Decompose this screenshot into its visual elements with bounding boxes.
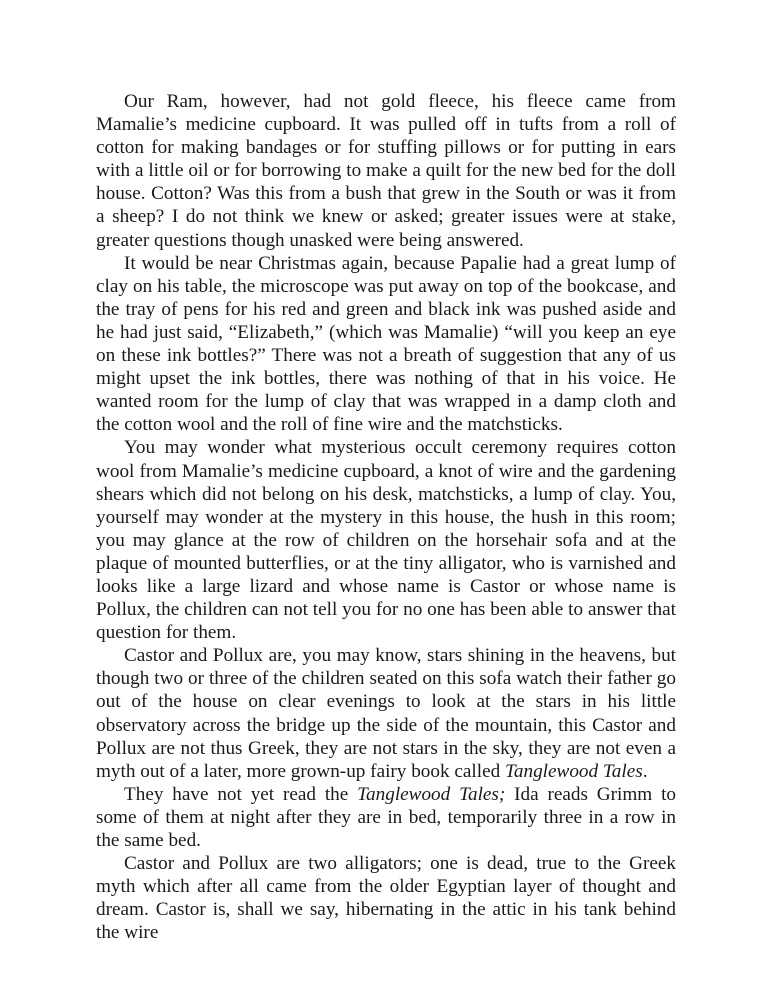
paragraph-5-end: Ida reads Grimm to some of them at night after they are in bed, temporarily three in a row in the same bed. — [96, 783, 676, 851]
paragraph-4-end: . — [642, 760, 648, 782]
paragraph-5 — [96, 783, 676, 852]
book-page — [96, 90, 676, 944]
paragraph-4 — [96, 644, 676, 783]
paragraph-2 — [96, 252, 676, 437]
paragraph-1-text: Our Ram, however, had not gold fleece, his fleece came from Mamalie’s medicine cupboard. It was pulled off in tufts from a roll of cotton for making bandages or for stuffing pillows or for putting in ears with a little oil or for borrowing to make a quilt for the new bed for the doll house. Cotton? Was this from a bush that grew in the South or was it from a sheep? I do not think we knew or asked; greater issues were at stake, greater questions though unasked were being answered. — [96, 91, 676, 251]
paragraph-6 — [96, 852, 676, 944]
book-title-tanglewood-tales-2: Tanglewood Tales; — [357, 783, 506, 805]
paragraph-6-text: Castor and Pollux are two alligators; one is dead, true to the Greek myth which after all came from the older Egyptian layer of thought and dream. Castor is, shall we say, hibernating in the attic in his tank behind the wire — [96, 853, 676, 944]
paragraph-2-text: It would be near Christmas again, because Papalie had a great lump of clay on his table, the microscope was put away on top of the bookcase, and the tray of pens for his red and green and black ink was pushed aside and he had just said, “Elizabeth,” (which was Mamalie) “will you keep an eye on these ink bottles?” There was not a breath of suggestion that any of us might upset the ink bottles, there was nothing of that in his voice. He wanted room for the lump of clay that was wrapped in a damp cloth and the cotton wool and the roll of fine wire and the matchsticks. — [96, 252, 676, 436]
paragraph-1 — [96, 90, 676, 252]
book-title-tanglewood-tales: Tanglewood Tales — [504, 760, 643, 782]
paragraph-5-text: They have not yet read the — [124, 783, 358, 805]
paragraph-3-text: You may wonder what mysterious occult ceremony requires cotton wool from Mamalie’s medicine cupboard, a knot of wire and the gardening shears which did not belong on his desk, matchsticks, a lump of clay. You, yourself may wonder at the mystery in this house, the hush in this room; you may glance at the row of children on the horsehair sofa and at the plaque of mounted butterflies, or at the tiny alligator, who is varnished and looks like a large lizard and whose name is Castor or whose name is Pollux, the children can not tell you for no one has been able to answer that question for them. — [96, 437, 676, 644]
paragraph-4-text: Castor and Pollux are, you may know, stars shining in the heavens, but though two or three of the children seated on this sofa watch their father go out of the house on clear evenings to look at the stars in his little observatory across the bridge up the side of the mountain, this Castor and Pollux are not thus Greek, they are not stars in the sky, they are not even a myth out of a later, more grown-up fairy book called — [96, 645, 676, 782]
paragraph-3 — [96, 436, 676, 644]
